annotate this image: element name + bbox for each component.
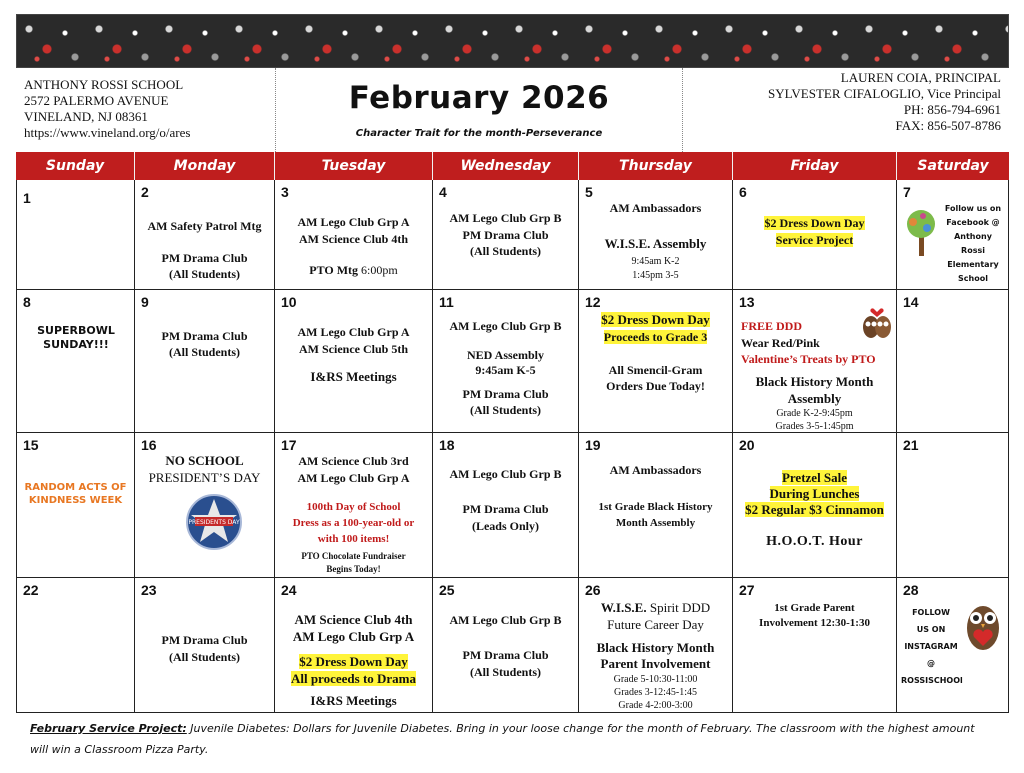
event: PM Drama Club <box>462 387 549 401</box>
event: FREE DDD <box>741 319 803 333</box>
event: I&RS Meetings <box>310 369 397 384</box>
instagram-note: FOLLOW US ON INSTAGRAM @ ROSSISCHOOl <box>901 608 963 685</box>
event: 100th Day of School <box>306 501 401 513</box>
event: AM Ambassadors <box>609 463 702 477</box>
footer-text: Juvenile Diabetes: Dollars for Juvenile Diabetes. Bring in your loose change for the month of February. The classroom with the highest amount will win a Classroom Pizza Party. <box>30 722 975 756</box>
day-number: 24 <box>281 582 297 598</box>
owl-heart-icon <box>963 598 1003 654</box>
event-time: 9:45am K-2 <box>631 256 680 267</box>
event: W.I.S.E. Assembly <box>604 236 707 251</box>
day-cell-21 <box>897 433 1009 578</box>
event-time: Grade K-2-9:45pm <box>776 408 853 419</box>
event: AM Science Club 4th <box>299 232 408 246</box>
day-cell-13 <box>733 290 897 433</box>
event: (All Students) <box>469 665 541 679</box>
day-cell-28 <box>897 578 1009 713</box>
event: AM Lego Club Grp B <box>449 467 562 481</box>
day-cell-19 <box>579 433 733 578</box>
event: Orders Due Today! <box>606 379 705 393</box>
event: Begins Today! <box>326 564 381 574</box>
event-time: Grades 3-5-1:45pm <box>775 421 854 432</box>
day-number: 26 <box>585 582 601 598</box>
day-cell-7 <box>897 180 1009 290</box>
footer-note <box>30 718 990 760</box>
event: AM Lego Club Grp B <box>449 613 562 627</box>
day-number: 9 <box>141 294 149 310</box>
day-number: 16 <box>141 437 157 453</box>
day-number: 14 <box>903 294 919 310</box>
day-cell-8 <box>16 290 135 433</box>
day-number: 2 <box>141 184 149 200</box>
event: Black History Month <box>755 374 874 389</box>
phone: PH: 856-794-6961 <box>903 102 1001 117</box>
event-time: Grades 3-12:45-1:45 <box>613 687 698 698</box>
event: AM Lego Club Grp A <box>292 629 415 644</box>
event: NED Assembly <box>466 348 544 362</box>
day-cell-27 <box>733 578 897 713</box>
day-number: 23 <box>141 582 157 598</box>
day-number: 21 <box>903 437 919 453</box>
day-number: 12 <box>585 294 601 310</box>
event: RANDOM ACTS OF KINDNESS WEEK <box>24 482 127 506</box>
event: AM Ambassadors <box>609 201 702 215</box>
day-cell-5 <box>579 180 733 290</box>
staff-info <box>683 68 1009 152</box>
event: PTO Chocolate Fundraiser <box>301 551 406 561</box>
title-block <box>276 68 683 152</box>
event: SUPERBOWL SUNDAY!!! <box>37 324 115 351</box>
footer-label: February Service Project: <box>30 722 187 735</box>
event: PM Drama Club <box>161 251 248 265</box>
event: Assembly <box>787 391 842 406</box>
day-cell-26 <box>579 578 733 713</box>
day-cell-23 <box>135 578 275 713</box>
event: AM Lego Club Grp A <box>297 325 410 339</box>
badge-label: PRESIDENTS DAY <box>188 519 240 526</box>
day-cell-16 <box>135 433 275 578</box>
event: AM Lego Club Grp B <box>449 319 562 333</box>
event-highlight: Pretzel Sale <box>781 470 848 485</box>
day-number: 1 <box>23 190 31 206</box>
day-cell-20 <box>733 433 897 578</box>
event: I&RS Meetings <box>310 693 397 708</box>
event-highlight: Service Project <box>775 233 854 247</box>
decorative-banner <box>16 14 1009 68</box>
event-highlight: $2 Regular $3 Cinnamon <box>745 502 884 517</box>
presidents-day-badge-icon <box>185 493 243 551</box>
event: AM Lego Club Grp A <box>297 215 410 229</box>
day-number: 25 <box>439 582 455 598</box>
event: AM Science Club 3rd <box>298 454 409 468</box>
event-highlight: All proceeds to Drama <box>290 671 417 686</box>
day-number: 8 <box>23 294 31 310</box>
day-number: 18 <box>439 437 455 453</box>
event: PM Drama Club <box>161 329 248 343</box>
day-cell-25 <box>433 578 579 713</box>
event: (All Students) <box>469 244 541 258</box>
day-cell-3 <box>275 180 433 290</box>
event: AM Science Club 5th <box>299 342 408 356</box>
facebook-note: Follow us on Facebook @ Anthony Rossi Elementary School <box>944 204 1002 283</box>
day-number: 11 <box>439 294 454 310</box>
event: PM Drama Club <box>462 502 549 516</box>
event: with 100 items! <box>317 533 390 545</box>
school-city: VINELAND, NJ 08361 <box>24 109 148 124</box>
day-cell-1 <box>16 180 135 290</box>
day-cell-15 <box>16 433 135 578</box>
day-cell-12 <box>579 290 733 433</box>
day-cell-11 <box>433 290 579 433</box>
event-highlight: $2 Dress Down Day <box>601 312 710 327</box>
school-info <box>16 68 276 152</box>
event-time: 1:45pm 3-5 <box>632 270 679 281</box>
weekday-wednesday: Wednesday <box>433 152 579 180</box>
event: Involvement 12:30-1:30 <box>759 617 870 629</box>
event-pto: PTO Mtg 6:00pm <box>309 263 398 277</box>
event-highlight: $2 Dress Down Day <box>299 654 408 669</box>
event-wise: W.I.S.E. Spirit DDD <box>600 600 711 615</box>
day-number: 10 <box>281 294 297 310</box>
event: Future Career Day <box>607 617 704 632</box>
fax: FAX: 856-507-8786 <box>895 118 1001 133</box>
event: Valentine’s Treats by PTO <box>741 352 876 366</box>
day-cell-2 <box>135 180 275 290</box>
day-cell-17 <box>275 433 433 578</box>
day-cell-10 <box>275 290 433 433</box>
event: (Leads Only) <box>471 519 539 533</box>
calendar-header <box>16 68 1009 152</box>
day-number: 4 <box>439 184 447 200</box>
event-highlight: During Lunches <box>769 486 860 501</box>
school-url[interactable]: https://www.vineland.org/o/ares <box>24 125 191 140</box>
event: PM Drama Club <box>462 228 549 242</box>
event: (All Students) <box>469 403 541 417</box>
day-number: 19 <box>585 437 601 453</box>
event: Parent Involvement <box>600 656 711 671</box>
event: Dress as a 100-year-old or <box>292 517 415 529</box>
event: AM Lego Club Grp A <box>297 471 410 485</box>
event: 1st Grade Black History <box>598 501 713 513</box>
day-cell-4 <box>433 180 579 290</box>
day-cell-24 <box>275 578 433 713</box>
event: (All Students) <box>168 267 240 281</box>
weekday-sunday: Sunday <box>16 152 135 180</box>
event: AM Science Club 4th <box>294 612 413 627</box>
calendar-grid <box>16 152 1009 713</box>
character-trait: Character Trait for the month-Perseverance <box>355 128 603 139</box>
day-number: 28 <box>903 582 919 598</box>
principal: LAUREN COIA, PRINCIPAL <box>840 70 1001 85</box>
day-cell-9 <box>135 290 275 433</box>
weekday-header <box>16 152 1009 180</box>
weekday-monday: Monday <box>135 152 275 180</box>
event: PM Drama Club <box>462 648 549 662</box>
event: Black History Month <box>596 640 715 655</box>
event: 1st Grade Parent <box>774 602 855 614</box>
day-number: 5 <box>585 184 593 200</box>
event: (All Students) <box>168 650 240 664</box>
event: Month Assembly <box>615 517 696 529</box>
event-highlight: Proceeds to Grade 3 <box>603 330 708 344</box>
day-number: 3 <box>281 184 289 200</box>
event: 9:45am K-5 <box>475 363 536 377</box>
day-number: 13 <box>739 294 755 310</box>
weekday-tuesday: Tuesday <box>275 152 433 180</box>
day-number: 27 <box>739 582 755 598</box>
weekday-thursday: Thursday <box>579 152 733 180</box>
day-cell-14 <box>897 290 1009 433</box>
weekday-saturday: Saturday <box>917 158 989 174</box>
event: H.O.O.T. Hour <box>766 534 863 549</box>
calendar-title: February 2026 <box>348 80 610 116</box>
school-name: ANTHONY ROSSI SCHOOL <box>24 77 184 92</box>
event: NO SCHOOL <box>165 453 244 468</box>
day-number: 17 <box>281 437 297 453</box>
day-number: 6 <box>739 184 747 200</box>
event: AM Safety Patrol Mtg <box>147 219 262 233</box>
event-highlight: $2 Dress Down Day <box>764 216 865 230</box>
event: All Smencil-Gram <box>608 363 703 377</box>
event: Wear Red/Pink <box>741 336 820 350</box>
event: PM Drama Club <box>161 633 248 647</box>
event-time: Grade 5-10:30-11:00 <box>613 674 698 685</box>
event: (All Students) <box>168 345 240 359</box>
day-cell-18 <box>433 433 579 578</box>
weekday-friday: Friday <box>733 152 897 180</box>
owl-tree-icon <box>903 208 939 256</box>
day-number: 7 <box>903 184 911 200</box>
event: PRESIDENT’S DAY <box>148 470 261 485</box>
day-cell-6 <box>733 180 897 290</box>
school-address: 2572 PALERMO AVENUE <box>24 93 169 108</box>
event-time: Grade 4-2:00-3:00 <box>618 700 693 711</box>
vice-principal: SYLVESTER CIFALOGLIO, Vice Principal <box>768 86 1001 101</box>
day-number: 20 <box>739 437 755 453</box>
day-cell-22 <box>16 578 135 713</box>
event: AM Lego Club Grp B <box>449 211 562 225</box>
day-number: 22 <box>23 582 39 598</box>
day-number: 15 <box>23 437 39 453</box>
